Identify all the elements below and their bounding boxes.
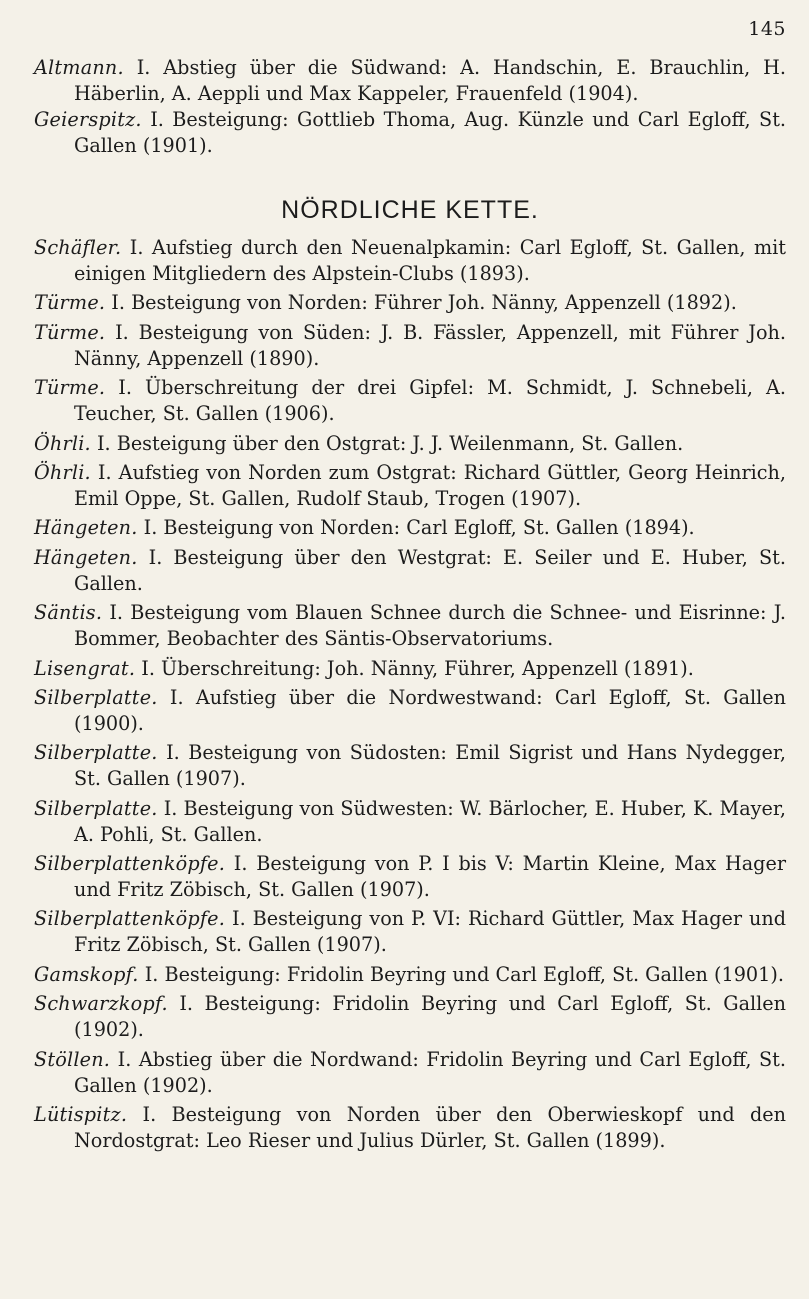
entry-place: Öhrli. [34, 431, 91, 455]
entry-place: Lütispitz. [34, 1103, 128, 1127]
entry-text: I. Besteigung: Gottlieb Thoma, Aug. Künzle und Carl Egloff, St. Gallen (1901). [74, 108, 786, 157]
list-item [34, 1047, 786, 1099]
entry-text: I. Besteigung über den Ostgrat: J. J. Weilenmann, St. Gallen. [96, 431, 684, 455]
list-item [34, 685, 786, 737]
entry-text: I. Aufstieg durch den Neuenalpkamin: Carl Egloff, St. Gallen, mit einigen Mitgliedern des Alpstein-Clubs (1893). [74, 236, 786, 285]
list-item [34, 107, 786, 159]
entry-text: I. Überschreitung: Joh. Nänny, Führer, Appenzell (1891). [141, 656, 694, 680]
entry-place: Stöllen. [34, 1047, 111, 1071]
list-item [34, 600, 786, 652]
list-item [34, 515, 786, 541]
entry-text: I. Besteigung von Norden: Führer Joh. Nänny, Appenzell (1892). [111, 291, 737, 315]
entry-place: Gamskopf. [34, 962, 139, 986]
list-item [34, 906, 786, 958]
list-item [34, 545, 786, 597]
list-item [34, 460, 786, 512]
entry-place: Lisengrat. [34, 656, 136, 680]
entry-text: I. Besteigung von Süden: J. B. Fässler, Appenzell, mit Führer Joh. Nänny, Appenzell (1890). [74, 320, 786, 370]
entry-place: Silberplattenköpfe. [34, 907, 226, 931]
entry-text: I. Besteigung von P. VI: Richard Güttler, Max Hager und Fritz Zöbisch, St. Gallen (1907). [74, 907, 786, 957]
page-number: 145 [748, 18, 786, 40]
main-entries [34, 235, 786, 1157]
entry-text: I. Aufstieg über die Nordwestwand: Carl Egloff, St. Gallen (1900). [74, 685, 786, 735]
entry-place: Öhrli. [34, 460, 91, 484]
entry-place: Hängeten. [34, 516, 138, 540]
entry-text: I. Besteigung vom Blauen Schnee durch die Schnee- und Eisrinne: J. Bommer, Beobachter des Säntis-Observatoriums. [74, 601, 786, 651]
entry-place: Türme. [34, 320, 106, 344]
entry-place: Geierspitz. [34, 108, 142, 131]
list-item [34, 1102, 786, 1154]
list-item [34, 962, 786, 988]
top-entries [34, 55, 786, 159]
entry-text: I. Aufstieg von Norden zum Ostgrat: Richard Güttler, Georg Heinrich, Emil Oppe, St. Gallen, Rudolf Staub, Trogen (1907). [74, 460, 786, 510]
entry-text: I. Abstieg über die Südwand: A. Handschin, E. Brauchlin, H. Häberlin, A. Aeppli und Max Kappeler, Frauenfeld (1904). [74, 56, 787, 105]
entry-place: Türme. [34, 291, 106, 315]
entry-place: Hängeten. [34, 545, 138, 569]
entry-text: I. Besteigung von P. I bis V: Martin Kleine, Max Hager und Fritz Zöbisch, St. Gallen (1907). [74, 852, 786, 902]
list-item [34, 320, 786, 372]
list-item [34, 290, 786, 316]
list-item [34, 656, 786, 682]
list-item [34, 740, 786, 792]
list-item [34, 55, 786, 107]
section-heading: NÖRDLICHE KETTE. [281, 196, 539, 224]
entry-place: Silberplatte. [34, 685, 158, 709]
book-page [34, 0, 786, 1299]
entry-text: I. Besteigung von Norden über den Oberwieskopf und den Nordostgrat: Leo Rieser und Julius Dürler, St. Gallen (1899). [74, 1103, 786, 1153]
entry-text: I. Besteigung über den Westgrat: E. Seiler und E. Huber, St. Gallen. [74, 545, 786, 595]
entry-place: Altmann. [34, 56, 124, 79]
entry-text: I. Besteigung von Südwesten: W. Bärlocher, E. Huber, K. Mayer, A. Pohli, St. Gallen. [74, 796, 786, 846]
entry-place: Silberplatte. [34, 796, 158, 820]
list-item [34, 796, 786, 848]
entry-place: Silberplattenköpfe. [34, 852, 226, 876]
entry-text: I. Abstieg über die Nordwand: Fridolin Beyring und Carl Egloff, St. Gallen (1902). [74, 1047, 786, 1097]
entry-text: I. Überschreitung der drei Gipfel: M. Schmidt, J. Schnebeli, A. Teucher, St. Gallen (1906). [74, 376, 786, 426]
entry-text: I. Besteigung: Fridolin Beyring und Carl Egloff, St. Gallen (1902). [74, 992, 786, 1042]
list-item [34, 431, 786, 457]
entry-place: Schäfler. [34, 236, 122, 259]
entry-place: Schwarzkopf. [34, 992, 168, 1016]
list-item [34, 991, 786, 1043]
list-item [34, 235, 786, 287]
entry-text: I. Besteigung von Norden: Carl Egloff, St. Gallen (1894). [143, 516, 695, 540]
list-item [34, 851, 786, 903]
entry-place: Säntis. [34, 601, 103, 625]
entry-text: I. Besteigung von Südosten: Emil Sigrist und Hans Nydegger, St. Gallen (1907). [74, 741, 786, 791]
entry-place: Silberplatte. [34, 741, 158, 765]
entry-place: Türme. [34, 376, 106, 400]
list-item [34, 375, 786, 427]
entry-text: I. Besteigung: Fridolin Beyring und Carl Egloff, St. Gallen (1901). [144, 962, 784, 986]
